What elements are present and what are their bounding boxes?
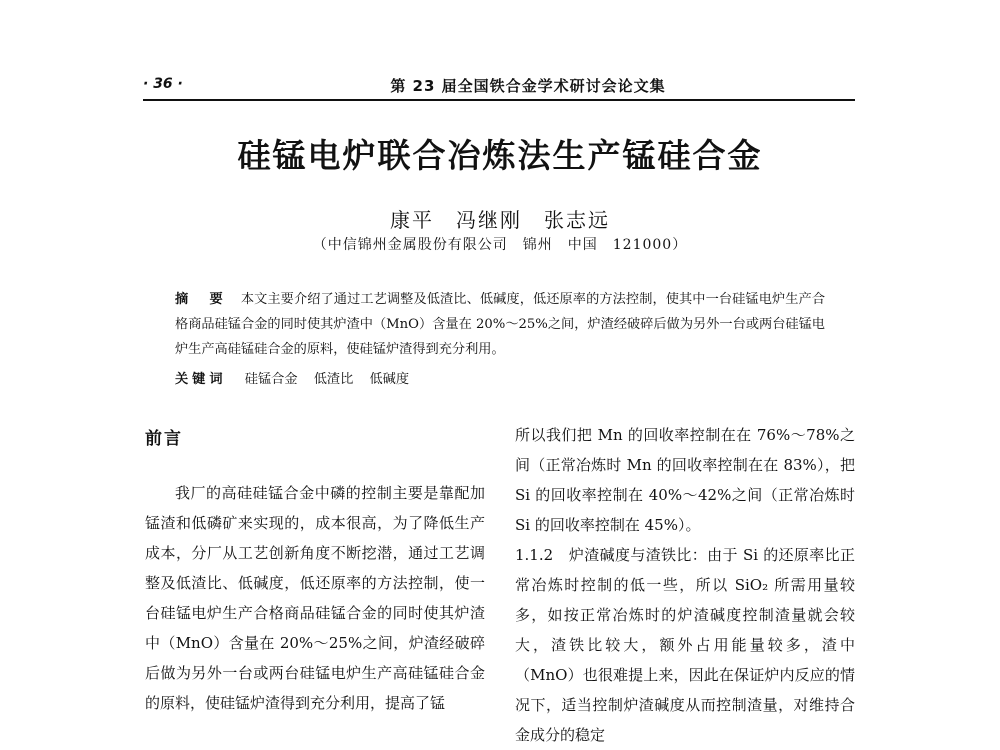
right-column xyxy=(515,420,855,750)
abstract xyxy=(175,287,825,362)
section-heading-intro: 前言 xyxy=(145,429,183,449)
keywords-label: 关键词 xyxy=(175,372,227,387)
journal-title: 第 23 届全国铁合金学术研讨会论文集 xyxy=(390,77,666,95)
keyword: 低碱度 xyxy=(369,372,410,387)
intro-paragraph: 我厂的高硅硅锰合金中磷的控制主要是靠配加锰渣和低磷矿来实现的，成本很高，为了降低生产成本，分厂从工艺创新角度不断挖潜，通过工艺调整及低渣比、低碱度，低还原率的方法控制，使一台硅锰电炉生产合格商品硅锰合金的同时使其炉渣中（MnO）含量在 20%～25%之间，炉渣经破碎后做为另外一台或两台硅锰电炉生产高硅锰硅合金的原料，使硅锰炉渣得到充分利用，提高了锰 xyxy=(145,484,485,712)
paper-title: 硅锰电炉联合冶炼法生产锰硅合金 xyxy=(237,136,763,175)
keyword: 低渣比 xyxy=(313,372,354,387)
abstract-text: 本文主要介绍了通过工艺调整及低渣比、低碱度，低还原率的方法控制，使其中一台硅锰电炉生产合格商品硅锰合金的同时使其炉渣中（MnO）含量在 20%～25%之间，炉渣经破碎后做为另外一台或两台硅锰电炉生产高硅锰硅合金的原料，使硅锰炉渣得到充分利用。 xyxy=(175,292,826,357)
affiliation: （中信锦州金属股份有限公司 锦州 中国 121000） xyxy=(312,237,688,253)
header-rule xyxy=(143,99,855,101)
authors: 康平 冯继刚 张志远 xyxy=(390,208,610,232)
keywords xyxy=(175,367,825,392)
running-header xyxy=(143,70,855,98)
recovery-rate-paragraph: 所以我们把 Mn 的回收率控制在在 76%～78%之间（正常冶炼时 Mn 的回收率控制在在 83%），把 Si 的回收率控制在 40%～42%之间（正常冶炼时 Si 的回收率控制在 45%）。 xyxy=(515,426,855,534)
left-column xyxy=(145,478,485,718)
slag-basicity-paragraph: 1.1.2 炉渣碱度与渣铁比：由于 Si 的还原率比正常冶炼时控制的低一些，所以 SiO₂ 所需用量较多，如按正常冶炼时的炉渣碱度控制渣量就会较大，渣铁比较大，额外占用能量较多，渣中（MnO）也很难提上来，因此在保证炉内反应的情况下，适当控制炉渣碱度从而控制渣量，对维持合金成分的稳定 xyxy=(515,546,855,744)
abstract-label: 摘 要 xyxy=(175,292,227,307)
keyword: 硅锰合金 xyxy=(244,372,298,387)
page-number: · 36 · xyxy=(143,76,183,92)
